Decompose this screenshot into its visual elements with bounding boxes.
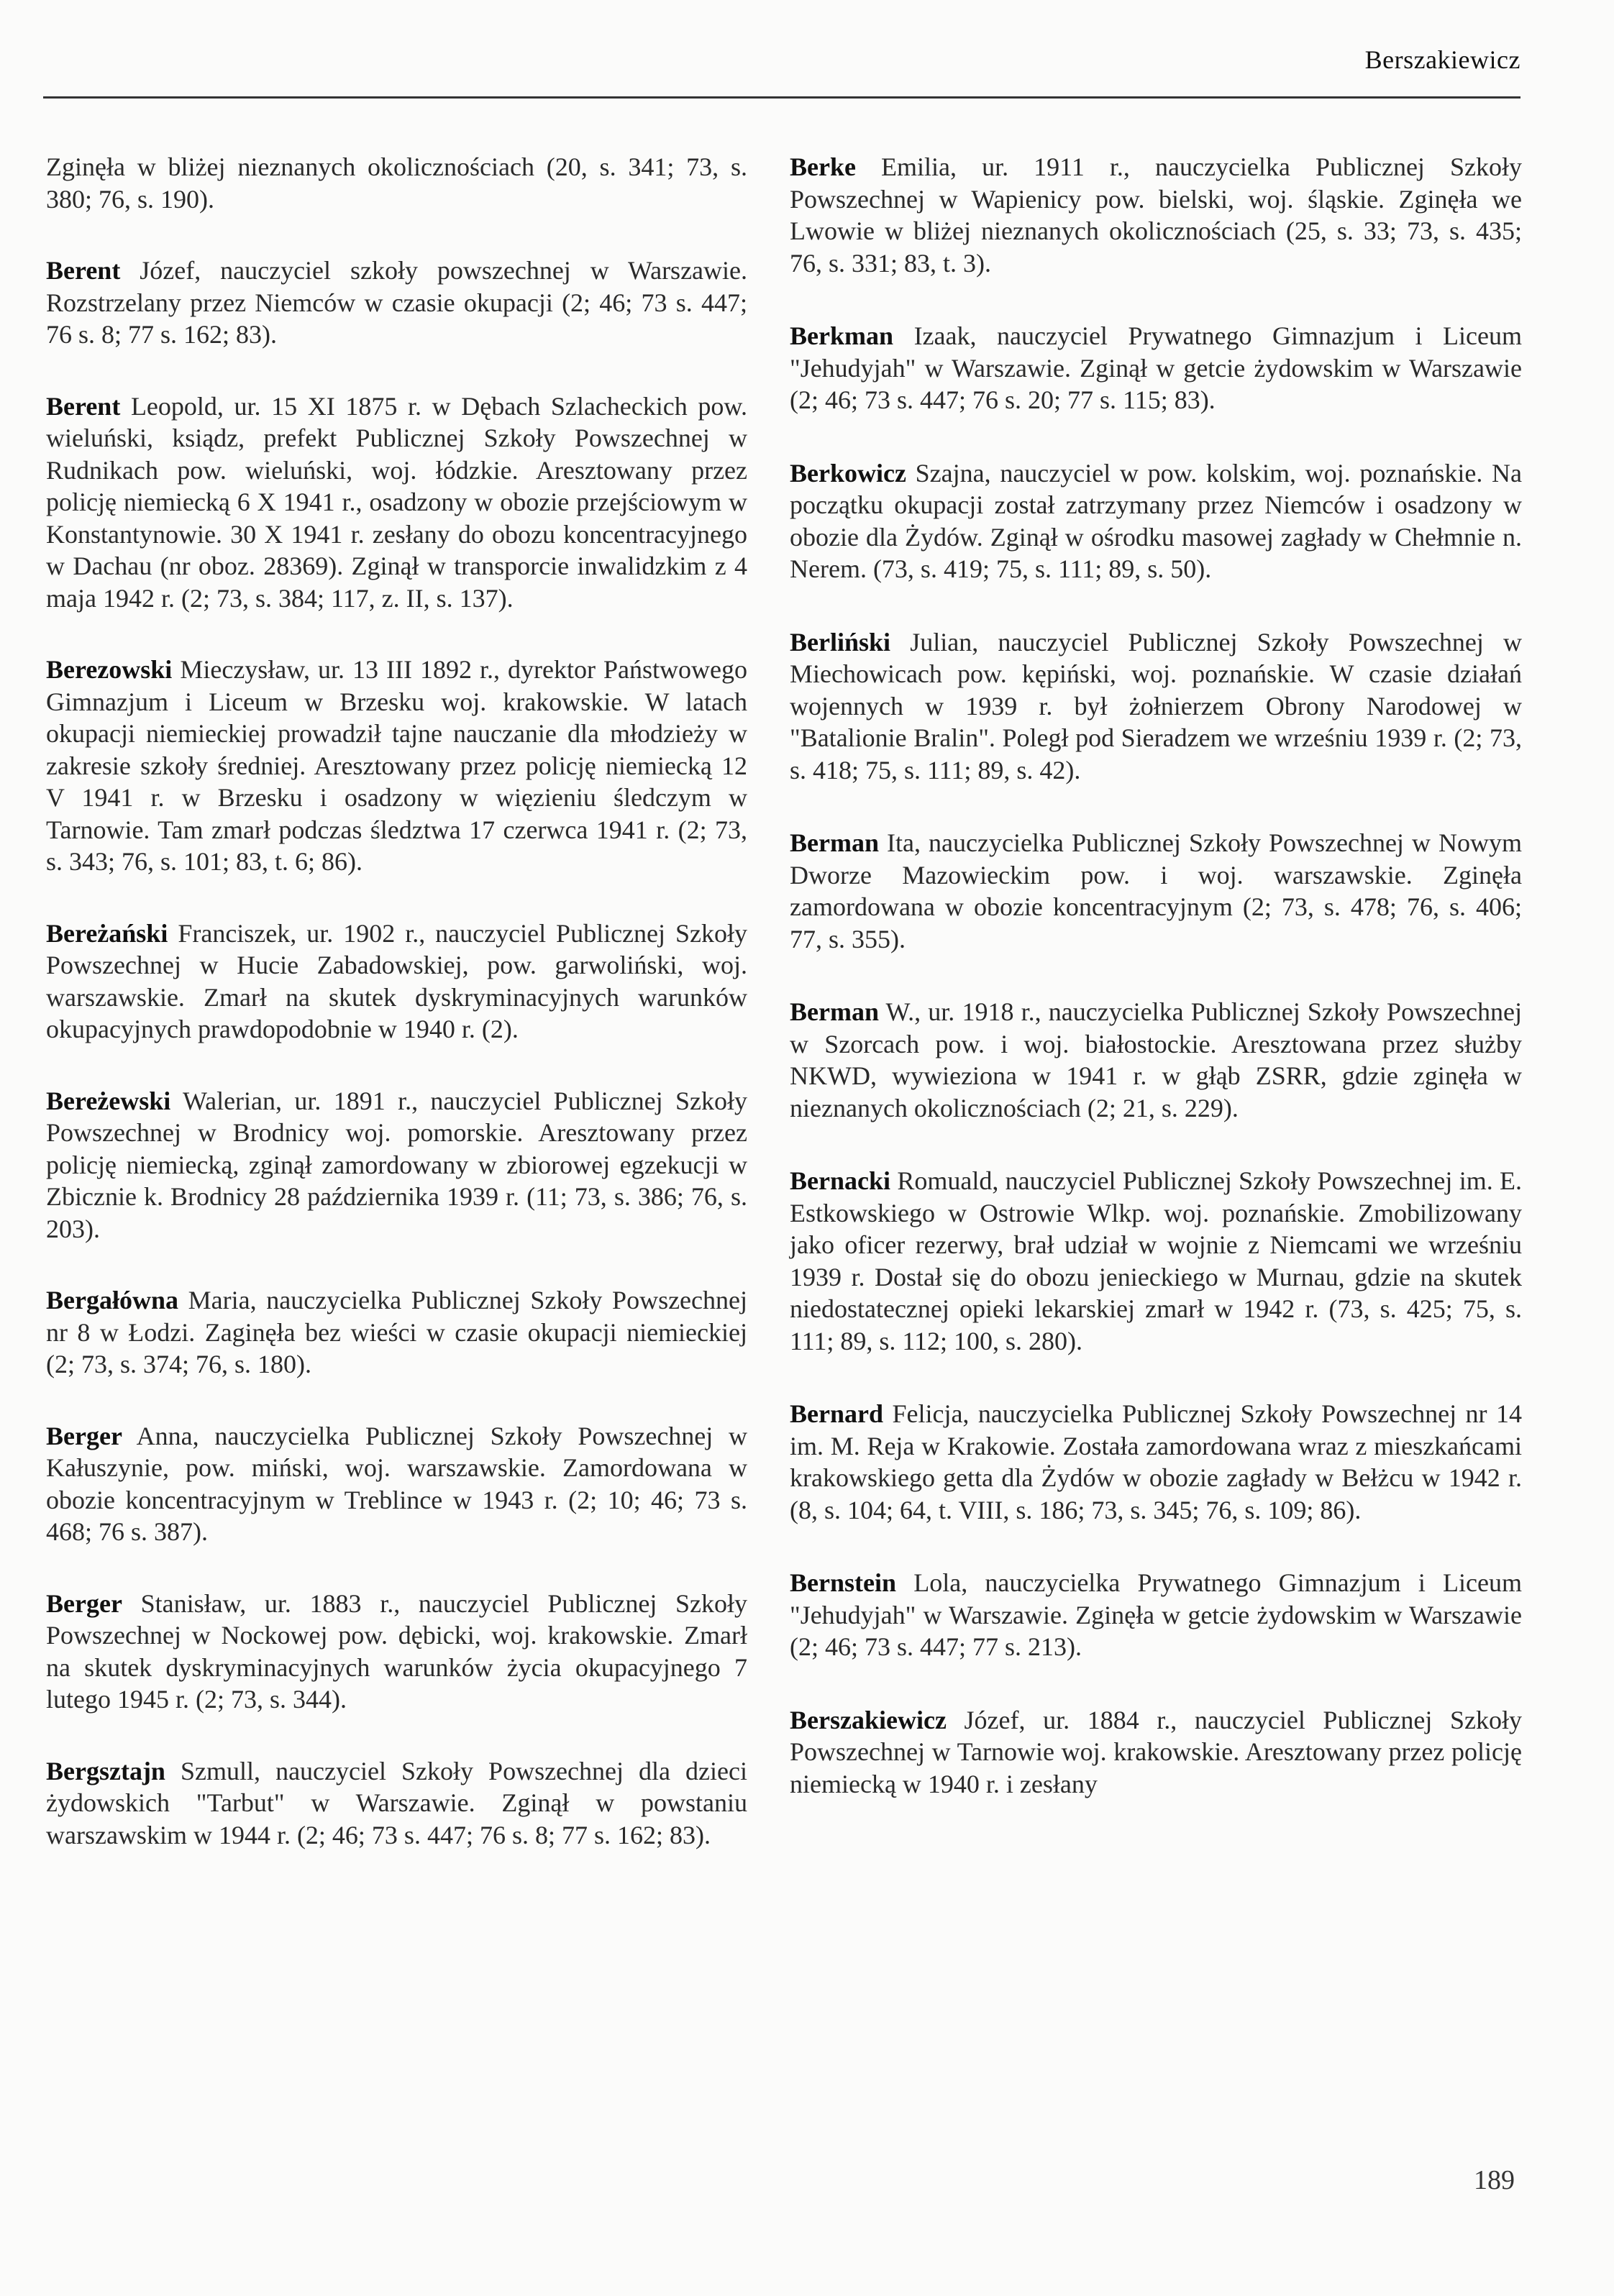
entry [790,827,1522,955]
entry-text: Stanisław, ur. 1883 r., nauczyciel Publicznej Szkoły Powszechnej w Nockowej pow. dębicki, woj. krakowskie. Zmarł na skutek dyskryminacyjnych warunków życia okupacyjnego 7 lutego 1945 r. (2; 73, s. 344). [46,1588,747,1714]
entry-text: Szajna, nauczyciel w pow. kolskim, woj. poznańskie. Na początku okupacji został zatrzymany przez Niemców i osadzony w obozie dla Żydów. Zginął w ośrodku masowej zagłady w Chełmnie n. Nerem. (73, s. 419; 75, s. 111; 89, s. 50). [790,458,1523,583]
entry-text: Zginęła w bliżej nieznanych okolicznościach (20, s. 341; 73, s. 380; 76, s. 190). [46,152,747,214]
entry-text: Lola, nauczycielka Prywatnego Gimnazjum i Liceum "Jehudyjah" w Warszawie. Zginęła w getcie żydowskim w Warszawie (2; 46; 73 s. 447; 77 s. 213). [790,1568,1523,1661]
entry [46,390,747,615]
entry-surname: Berger [46,1421,122,1450]
entry [790,996,1522,1124]
entry [790,151,1522,279]
entry-text: Julian, nauczyciel Publicznej Szkoły Powszechnej w Miechowicach pow. kępiński, woj. poznańskie. W czasie działań wojennych w 1939 r. był żołnierzem Obrony Narodowej w "Batalionie Bralin". Poległ pod Sieradzem we wrześniu 1939 r. (2; 73, s. 418; 75, s. 111; 89, s. 42). [790,627,1523,785]
entry [790,626,1522,787]
entry-surname: Bereżewski [46,1086,171,1115]
entry [46,918,747,1046]
entry [46,1420,747,1548]
entry-surname: Berliński [790,627,891,657]
entry-text: Mieczysław, ur. 13 III 1892 r., dyrektor Państwowego Gimnazjum i Liceum w Brzesku woj. krakowskie. W latach okupacji niemieckiej prowadził tajne nauczanie dla młodzieży w zakresie szkoły średniej. Aresztowany przez policję niemiecką 12 V 1941 r. w Brzesku i osadzony w więzieniu śledczym w Tarnowie. Tam zmarł podczas śledztwa 17 czerwca 1941 r. (2; 73, s. 343; 76, s. 101; 83, t. 6; 86). [46,655,748,876]
entry [46,151,747,215]
entry [790,457,1522,585]
page-number: 189 [1474,2165,1515,2195]
left-column [46,151,747,1890]
entry [790,1165,1522,1357]
entry [46,1284,747,1381]
entry-surname: Berent [46,391,121,421]
entry-text: Emilia, ur. 1911 r., nauczycielka Publicznej Szkoły Powszechnej w Wapienicy pow. bielski, woj. śląskie. Zginęła we Lwowie w bliżej nieznanych okolicznościach (25, s. 33; 73, s. 435; 76, s. 331; 83, t. 3). [790,152,1522,278]
entry-surname: Bernard [790,1399,883,1428]
entry-text: Józef, nauczyciel szkoły powszechnej w Warszawie. Rozstrzelany przez Niemców w czasie okupacji (2; 46; 73 s. 447; 76 s. 8; 77 s. 162; 83). [46,256,748,349]
right-column [790,151,1522,1841]
entry-surname: Bernstein [790,1568,896,1597]
entry-surname: Bernacki [790,1166,890,1195]
entry-text: Izaak, nauczyciel Prywatnego Gimnazjum i Liceum "Jehudyjah" w Warszawie. Zginął w getcie żydowskim w Warszawie (2; 46; 73 s. 447; 76 s. 20; 77 s. 115; 83). [790,321,1523,414]
entry-surname: Berger [46,1588,122,1618]
entry-surname: Berent [46,256,121,285]
entry [790,1704,1522,1801]
entry-surname: Bergsztajn [46,1756,165,1785]
entry [46,1588,747,1716]
entry [790,1398,1522,1526]
entry-surname: Berman [790,997,879,1026]
entry-text: Ita, nauczycielka Publicznej Szkoły Powszechnej w Nowym Dworze Mazowieckim pow. i woj. warszawskie. Zginęła zamordowana w obozie koncentracyjnym (2; 73, s. 478; 76, s. 406; 77, s. 355). [790,828,1523,953]
entry-surname: Bergałówna [46,1286,178,1314]
entry-surname: Berszakiewicz [790,1705,947,1734]
entry-text: Romuald, nauczyciel Publicznej Szkoły Powszechnej im. E. Estkowskiego w Ostrowie Wlkp. woj. poznańskie. Zmobilizowany jako oficer rezerwy, brał udział w wojnie z Niemcami we wrześniu 1939 r. Dostał się do obozu jenieckiego w Murnau, gdzie na skutek niedostatecznej opieki lekarskiej zmarł w 1942 r. (73, s. 425; 75, s. 111; 89, s. 112; 100, s. 280). [790,1166,1523,1355]
entry-text: Anna, nauczycielka Publicznej Szkoły Powszechnej w Kałuszynie, pow. miński, woj. warszawskie. Zamordowana w obozie koncentracyjnym w Treblince w 1943 r. (2; 10; 46; 73 s. 468; 76 s. 387). [46,1421,747,1546]
entry [46,255,747,351]
entry-text: Józef, ur. 1884 r., nauczyciel Publicznej Szkoły Powszechnej w Tarnowie woj. krakowskie. Aresztowany przez policję niemiecką w 1940 r. i zesłany [790,1705,1522,1798]
entry-text: Walerian, ur. 1891 r., nauczyciel Publicznej Szkoły Powszechnej w Brodnicy woj. pomorskie. Aresztowany przez policję niemiecką, zginął zamordowany w zbiorowej egzekucji w Zbicznie k. Brodnicy 28 października 1939 r. (11; 73, s. 386; 76, s. 203). [46,1086,747,1243]
entry [790,320,1522,416]
entry [790,1567,1522,1663]
entry [46,654,747,878]
entry-text: Maria, nauczycielka Publicznej Szkoły Powszechnej nr 8 w Łodzi. Zaginęła bez wieści w czasie okupacji niemieckiej (2; 73, s. 374; 76, s. 180). [46,1286,747,1378]
entry-text: W., ur. 1918 r., nauczycielka Publicznej Szkoły Powszechnej w Szorcach pow. i woj. białostockie. Aresztowana przez służby NKWD, wywieziona w 1941 r. w głąb ZSRR, gdzie zginęła w nieznanych okolicznościach (2; 21, s. 229). [790,997,1522,1122]
entry-text: Leopold, ur. 15 XI 1875 r. w Dębach Szlacheckich pow. wieluński, ksiądz, prefekt Publicznej Szkoły Powszechnej w Rudnikach pow. wieluński, woj. łódzkie. Aresztowany przez policję niemiecką 6 X 1941 r., osadzony w obozie przejściowym w Konstantynowie. 30 X 1941 r. zesłany do obozu koncentracyjnego w Dachau (nr oboz. 28369). Zginął w transporcie inwalidzkim z 4 maja 1942 r. (2; 73, s. 384; 117, z. II, s. 137). [46,391,747,613]
entry-surname: Bereżański [46,918,168,948]
entry-text: Felicja, nauczycielka Publicznej Szkoły Powszechnej nr 14 im. M. Reja w Krakowie. Została zamordowana wraz z mieszkańcami krakowskiego getta dla Żydów w obozie zagłady w Bełżcu w 1942 r. (8, s. 104; 64, t. VIII, s. 186; 73, s. 345; 76, s. 109; 86). [790,1399,1522,1524]
running-header: Berszakiewicz [1364,45,1520,74]
entry-text: Franciszek, ur. 1902 r., nauczyciel Publicznej Szkoły Powszechnej w Hucie Zabadowskiej, pow. garwoliński, woj. warszawskie. Zmarł na skutek dyskryminacyjnych warunków okupacyjnych prawdopodobnie w 1940 r. (2). [46,918,747,1043]
entry [46,1085,747,1245]
entry-text: Szmull, nauczyciel Szkoły Powszechnej dla dzieci żydowskich "Tarbut" w Warszawie. Zginął w powstaniu warszawskim w 1944 r. (2; 46; 73 s. 447; 76 s. 8; 77 s. 162; 83). [46,1756,747,1849]
entry-surname: Berkowicz [790,458,906,488]
header-rule [43,96,1520,99]
entry-surname: Berezowski [46,655,173,684]
entry-surname: Berke [790,152,856,181]
entry-surname: Berkman [790,321,893,350]
entry-surname: Berman [790,828,879,857]
entry [46,1755,747,1852]
